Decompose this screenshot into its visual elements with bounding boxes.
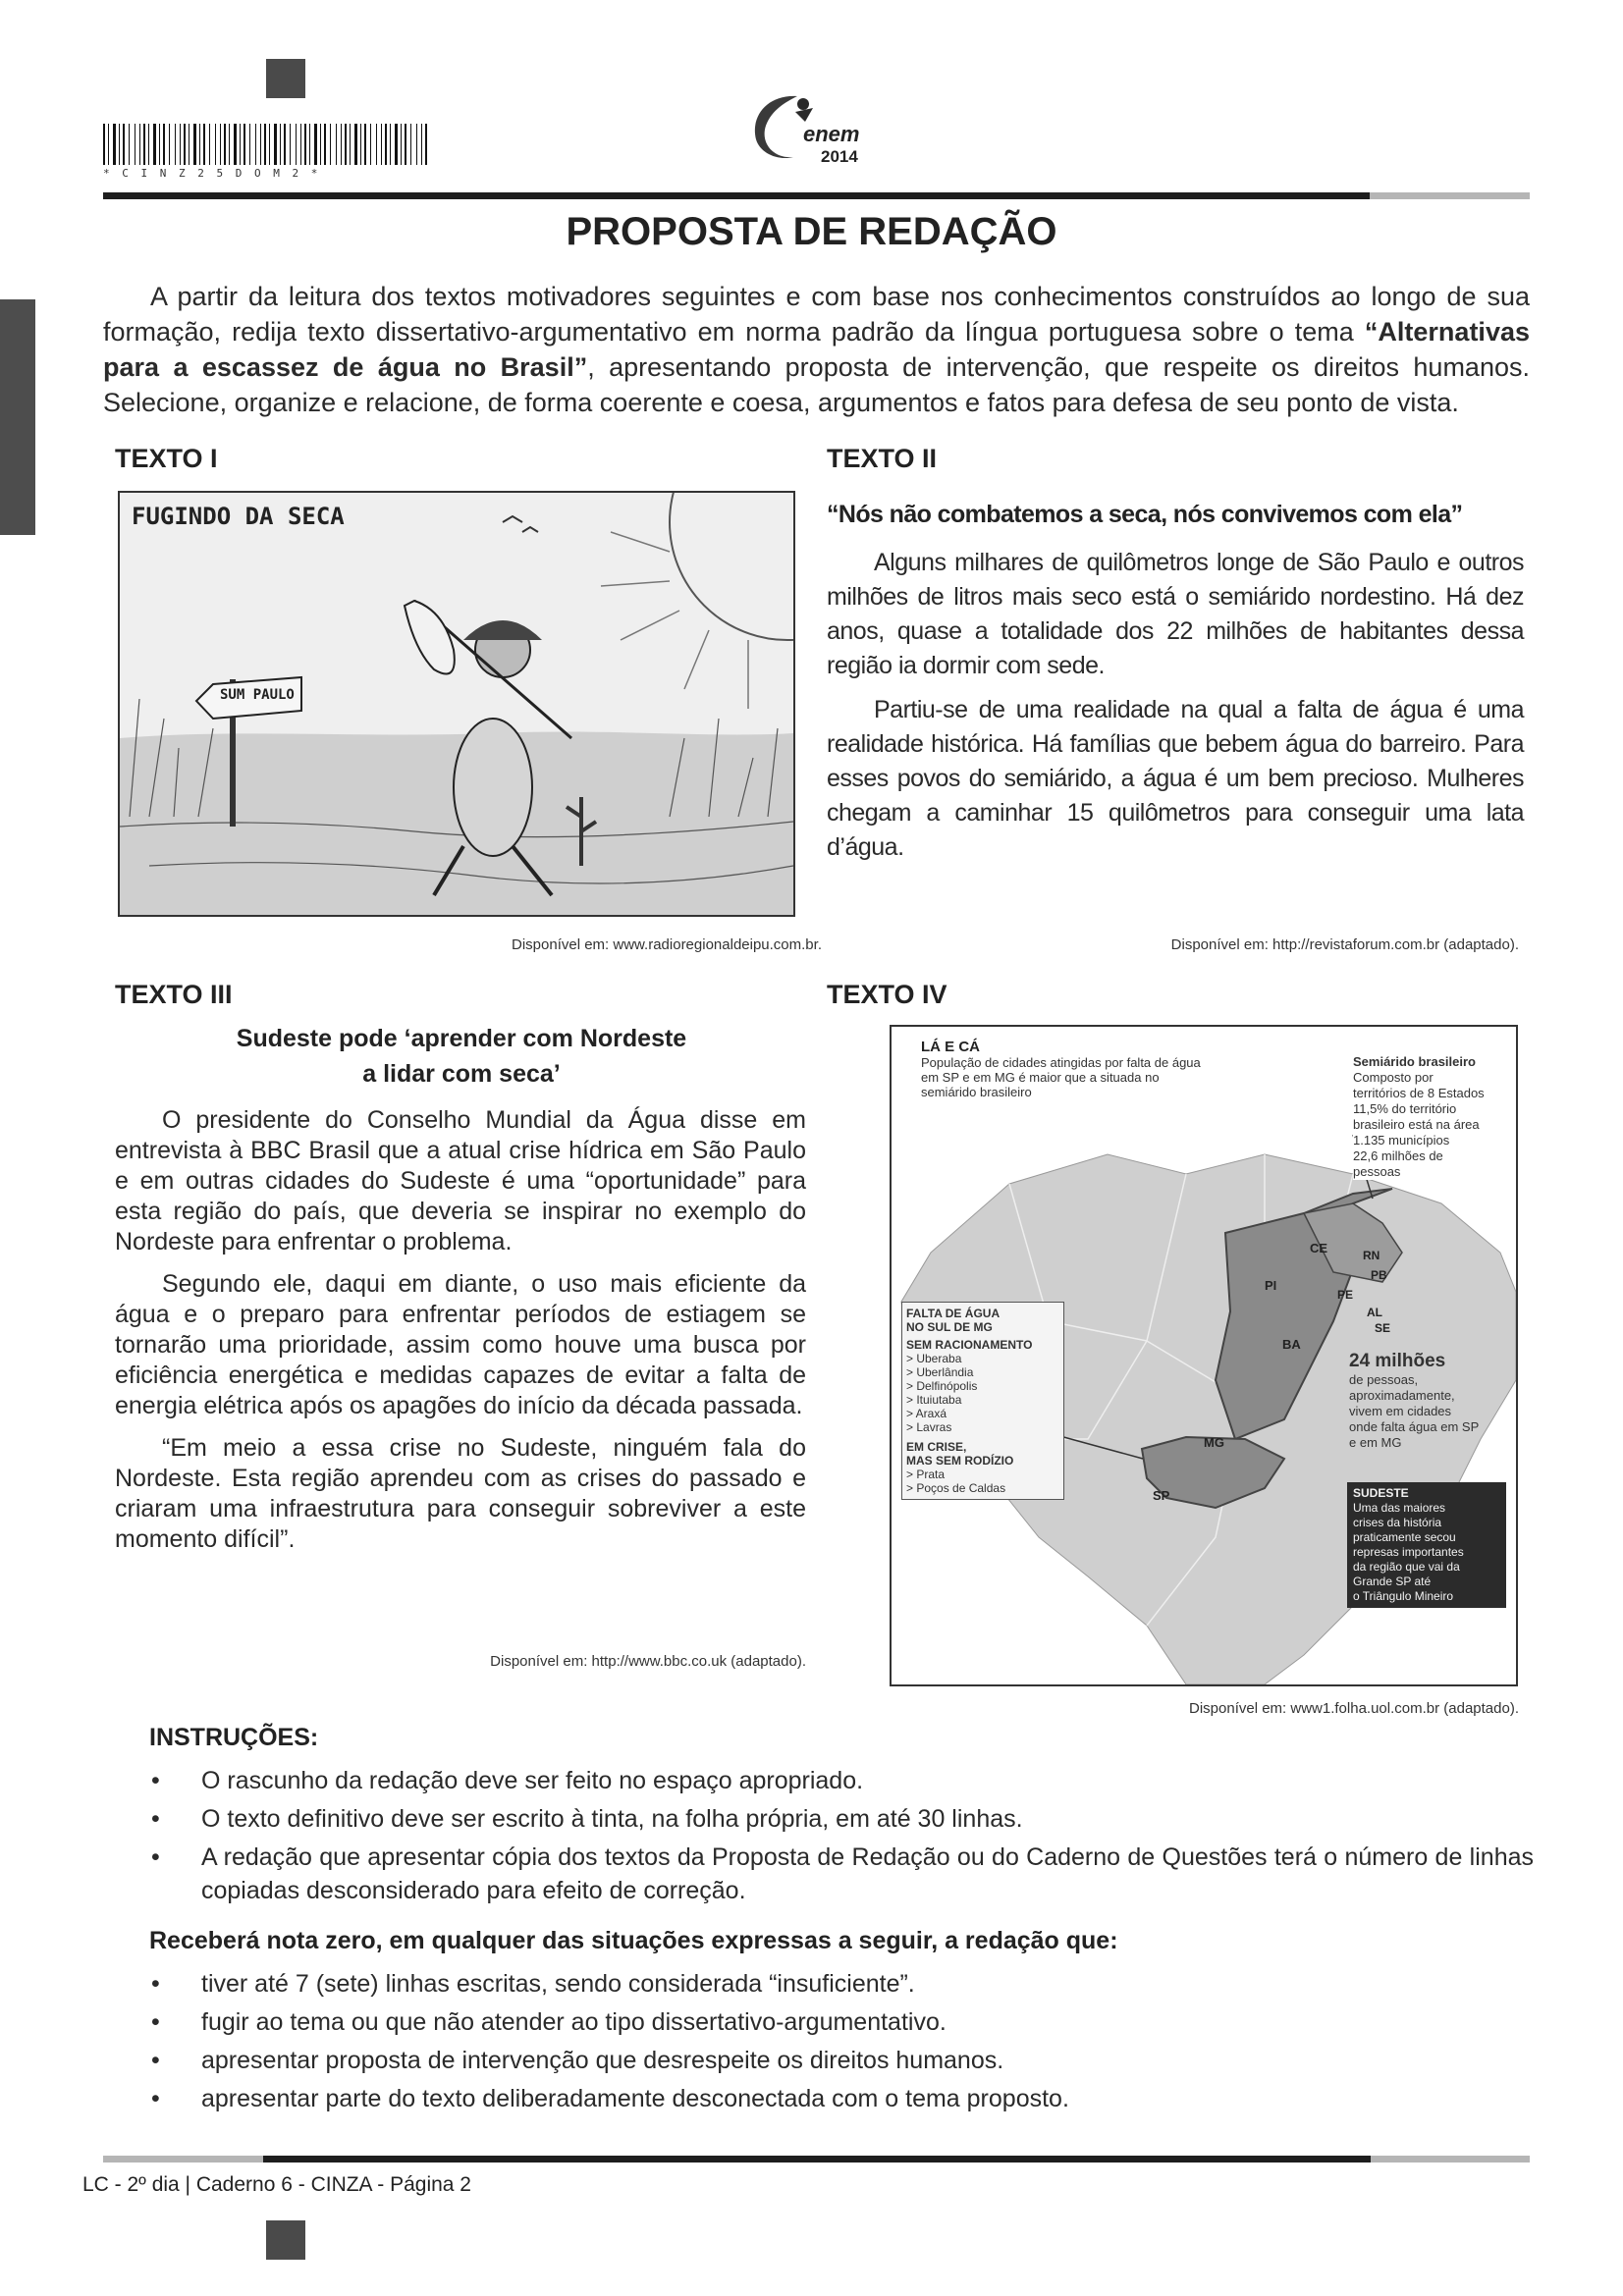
state-mg: MG: [1204, 1435, 1224, 1450]
barcode-bar: [364, 124, 366, 165]
texto2-heading: TEXTO II: [827, 444, 938, 473]
sem-item: > Lavras: [906, 1420, 952, 1434]
zero-text: tiver até 7 (sete) linhas escritas, sendo considerada “insuficiente”.: [201, 1970, 915, 1998]
barcode-bar: [274, 124, 277, 165]
barcode-bar: [425, 124, 427, 165]
barcode-bar: [385, 124, 387, 165]
falta-box: [901, 1302, 1064, 1500]
texto3-body: [115, 1105, 806, 1555]
milhoes-l4: onde falta água em SP: [1349, 1419, 1480, 1434]
barcode-bar: [416, 124, 417, 165]
barcode-bar: [290, 124, 291, 165]
barcode-bar: [309, 124, 310, 165]
sudeste-l3: praticamente secou: [1353, 1530, 1456, 1544]
milhoes-l3: vivem em cidades: [1349, 1404, 1452, 1418]
barcode: [103, 124, 429, 165]
bullet-dot: •: [151, 2008, 160, 2036]
barcode-bar: [180, 124, 181, 165]
barcode-bar: [255, 124, 256, 165]
intro-part2: , apresentando proposta de intervenção, que respeite os direitos humanos. Selecione, organize e relacione, de forma coerente e coesa, argumentos e fatos para defesa de seu ponto de vista.: [103, 352, 1530, 417]
enem-logo: [738, 79, 876, 169]
semiarido-l1: Composto por: [1353, 1070, 1434, 1085]
texto3-p1: O presidente do Conselho Mundial da Água disse em entrevista à BBC Brasil que a atual crise hídrica em São Paulo e em outras cidades do Sudeste é uma “oportunidade” para esta região do país, que deveria se inspirar no exemplo do Nordeste para enfrentar o problema.: [115, 1106, 806, 1255]
logo-year: 2014: [821, 147, 858, 166]
barcode-bar: [108, 124, 109, 165]
barcode-bar: [169, 124, 170, 165]
instrucao-item: [149, 1764, 1534, 1797]
cartoon-drawing: [120, 493, 793, 915]
texto3-title-line2: a lidar com seca’: [362, 1060, 561, 1088]
instrucoes-section: [149, 1724, 1534, 2120]
texto2-title: “Nós não combatemos a seca, nós convivemos com ela”: [827, 501, 1463, 528]
barcode-bar: [405, 124, 406, 165]
barcode-bar: [401, 124, 402, 165]
sem-item: > Delfinópolis: [906, 1379, 978, 1393]
barcode-bar: [240, 124, 241, 165]
barcode-bar: [260, 124, 261, 165]
zero-text: apresentar parte do texto deliberadamente desconectada com o tema proposto.: [201, 2085, 1069, 2112]
barcode-bar: [234, 124, 237, 165]
sudeste-l4: represas importantes: [1353, 1545, 1464, 1559]
barcode-bar: [421, 124, 422, 165]
bullet-dot: •: [151, 1805, 160, 1833]
zero-text: apresentar proposta de intervenção que desrespeite os direitos humanos.: [201, 2047, 1004, 2074]
barcode-bar: [376, 124, 377, 165]
side-tab: [0, 299, 35, 535]
barcode-bar: [175, 124, 176, 165]
barcode-bar: [345, 124, 347, 165]
semiarido-l7: pessoas: [1353, 1164, 1401, 1179]
texto2-p2: Partiu-se de uma realidade na qual a falta de água é uma realidade histórica. Há famílias que bebem água do barreiro. Para esses povos do semiárido, a água é um bem precioso. Mulheres chegam a caminhar 15 quilômetros para conseguir uma lata d’água.: [827, 696, 1524, 861]
sem-item: > Uberaba: [906, 1352, 962, 1365]
zero-heading: Receberá nota zero, em qualquer das situações expressas a seguir, a redação que:: [149, 1927, 1118, 1954]
barcode-bar: [129, 124, 130, 165]
cartoon-sign: SUM PAULO: [220, 687, 295, 703]
intro-paragraph: [103, 279, 1530, 420]
zero-item: [149, 2044, 1534, 2077]
sem-item: > Ituiutaba: [906, 1393, 962, 1407]
barcode-bar: [159, 124, 160, 165]
barcode-bar: [304, 124, 306, 165]
texto1-heading: TEXTO I: [115, 444, 218, 473]
page-title: PROPOSTA DE REDAÇÃO: [566, 210, 1057, 253]
crise-item: > Prata: [906, 1468, 946, 1481]
instrucao-text: O rascunho da redação deve ser feito no espaço apropriado.: [201, 1767, 864, 1794]
barcode-bar: [224, 124, 226, 165]
semiarido-box: [1353, 1054, 1500, 1180]
barcode-bar: [220, 124, 221, 165]
barcode-bar: [370, 124, 371, 165]
semiarido-l6: 22,6 milhões de: [1353, 1148, 1443, 1163]
barcode-bar: [119, 124, 120, 165]
barcode-bar: [395, 124, 398, 165]
zero-item: [149, 2082, 1534, 2115]
texto3-source: Disponível em: http://www.bbc.co.uk (adaptado).: [490, 1653, 806, 1670]
barcode-text: * C I N Z 2 5 D O M 2 *: [103, 167, 321, 180]
barcode-bar: [153, 124, 156, 165]
logo-text: enem: [803, 122, 860, 146]
footer-rule-dark: [263, 2156, 1371, 2163]
state-se: SE: [1375, 1321, 1391, 1335]
map-title: LÁ E CÁ: [921, 1039, 980, 1055]
sudeste-box: [1347, 1482, 1506, 1608]
sem-item: > Araxá: [906, 1407, 947, 1420]
bullet-dot: •: [151, 1843, 160, 1871]
sudeste-l6: Grande SP até: [1353, 1575, 1432, 1588]
zero-item: [149, 1967, 1534, 2001]
barcode-bar: [410, 124, 411, 165]
bullet-dot: •: [151, 1970, 160, 1998]
state-sp: SP: [1153, 1488, 1170, 1503]
texto3-title-line1: Sudeste pode ‘aprender com Nordeste: [236, 1025, 687, 1052]
falta-title-1: FALTA DE ÁGUA: [906, 1307, 1001, 1320]
state-ce: CE: [1310, 1241, 1328, 1255]
barcode-bar: [113, 124, 116, 165]
instrucao-item: [149, 1802, 1534, 1836]
barcode-bar: [330, 124, 331, 165]
barcode-bar: [139, 124, 140, 165]
corner-marker-bottom: [266, 2220, 305, 2260]
milhoes-l5: e em MG: [1349, 1435, 1402, 1450]
instrucao-item: [149, 1841, 1534, 1907]
barcode-bar: [243, 124, 245, 165]
barcode-bar: [163, 124, 165, 165]
texto3-title: [115, 1021, 808, 1092]
texto2-source: Disponível em: http://revistaforum.com.br (adaptado).: [1170, 936, 1519, 953]
intro-part1: A partir da leitura dos textos motivadores seguintes e com base nos conhecimentos construídos ao longo de sua formação, redija texto dissertativo-argumentativo em norma padrão da língua portuguesa sobre o tema: [103, 282, 1530, 347]
state-ba: BA: [1282, 1337, 1301, 1352]
barcode-bar: [193, 124, 196, 165]
barcode-bar: [320, 124, 321, 165]
barcode-bar: [296, 124, 297, 165]
milhoes-l2: aproximadamente,: [1349, 1388, 1455, 1403]
barcode-bar: [264, 124, 266, 165]
barcode-bar: [229, 124, 230, 165]
barcode-bar: [300, 124, 301, 165]
barcode-bar: [103, 124, 105, 165]
barcode-bar: [284, 124, 286, 165]
texto3-heading: TEXTO III: [115, 980, 233, 1009]
sudeste-l5: da região que vai da: [1353, 1560, 1460, 1574]
texto3-p3: “Em meio a essa crise no Sudeste, ninguém fala do Nordeste. Esta região aprendeu com as crises do passado e criaram uma infraestrutura para conseguir sobreviver a este momento difícil”.: [115, 1434, 806, 1553]
intro-theme: “Alternativas para a escassez de água no Brasil”: [103, 317, 1530, 382]
milhoes-l1: de pessoas,: [1349, 1372, 1419, 1387]
instrucao-text: O texto definitivo deve ser escrito à tinta, na folha própria, em até 30 linhas.: [201, 1805, 1023, 1833]
map-subtitle: População de cidades atingidas por falta de água em SP e em MG é maior que a situada no semiárido brasileiro: [921, 1055, 1201, 1099]
semiarido-l3: 11,5% do território: [1353, 1101, 1457, 1116]
texto3-p2: Segundo ele, daqui em diante, o uso mais eficiente da água e o preparo para enfrentar períodos de estiagem se tornarão uma prioridade, assim como houve uma busca por eficiência energética e medidas capazes de evitar a falta de energia elétrica após os apagões do início da década passada.: [115, 1270, 806, 1419]
zero-text: fugir ao tema ou que não atender ao tipo dissertativo-argumentativo.: [201, 2008, 947, 2036]
crise-item: > Poços de Caldas: [906, 1481, 1006, 1495]
bullet-dot: •: [151, 2047, 160, 2074]
texto1-source: Disponível em: www.radioregionaldeipu.com.br.: [512, 936, 822, 953]
footer-text: LC - 2º dia | Caderno 6 - CINZA - Página 2: [82, 2173, 471, 2196]
barcode-bar: [209, 124, 210, 165]
barcode-bar: [324, 124, 326, 165]
semiarido-l2: territórios de 8 Estados: [1353, 1086, 1485, 1100]
barcode-bar: [390, 124, 391, 165]
texto4-heading: TEXTO IV: [827, 980, 947, 1009]
barcode-bar: [360, 124, 361, 165]
crise-title-1: EM CRISE,: [906, 1440, 967, 1454]
barcode-bar: [199, 124, 200, 165]
texto2-p1: Alguns milhares de quilômetros longe de São Paulo e outros milhões de litros mais seco está o semiárido nordestino. Há dez anos, quase a totalidade dos 22 milhões de habitantes dessa região ia dormir com sede.: [827, 549, 1524, 679]
sudeste-l7: o Triângulo Mineiro: [1353, 1589, 1454, 1603]
header-rule-dark: [103, 192, 1370, 199]
sem-item: > Uberlândia: [906, 1365, 974, 1379]
semiarido-title: Semiárido brasileiro: [1353, 1054, 1476, 1069]
instrucoes-heading: INSTRUÇÕES:: [149, 1724, 319, 1751]
barcode-bar: [249, 124, 250, 165]
milhoes-box: [1349, 1351, 1510, 1451]
sudeste-l2: crises da história: [1353, 1516, 1442, 1529]
barcode-bar: [143, 124, 145, 165]
milhoes-big: 24 milhões: [1349, 1351, 1446, 1371]
barcode-bar: [123, 124, 125, 165]
zero-item: [149, 2005, 1534, 2039]
state-pe: PE: [1337, 1288, 1354, 1302]
barcode-bar: [381, 124, 382, 165]
barcode-bar: [280, 124, 281, 165]
state-pb: PB: [1371, 1268, 1387, 1282]
barcode-bar: [341, 124, 342, 165]
barcode-bar: [269, 124, 270, 165]
texto4-source: Disponível em: www1.folha.uol.com.br (adaptado).: [1189, 1700, 1519, 1717]
semiarido-l4: brasileiro está na área: [1353, 1117, 1480, 1132]
barcode-bar: [215, 124, 216, 165]
sudeste-title: SUDESTE: [1353, 1486, 1409, 1500]
barcode-bar: [314, 124, 317, 165]
state-pi: PI: [1265, 1278, 1277, 1293]
barcode-bar: [184, 124, 186, 165]
barcode-bar: [350, 124, 351, 165]
semiarido-l5: 1.135 municípios: [1353, 1133, 1450, 1148]
barcode-bar: [203, 124, 205, 165]
texto1-cartoon: [118, 491, 795, 917]
sudeste-l1: Uma das maiores: [1353, 1501, 1446, 1515]
cartoon-title: FUGINDO DA SECA: [132, 503, 345, 530]
texto2-body: [827, 546, 1524, 865]
barcode-bar: [148, 124, 149, 165]
bullet-dot: •: [151, 2085, 160, 2112]
state-rn: RN: [1363, 1249, 1380, 1262]
state-al: AL: [1367, 1306, 1382, 1319]
falta-title-2: NO SUL DE MG: [906, 1320, 993, 1334]
crise-title-2: MAS SEM RODÍZIO: [906, 1454, 1014, 1468]
bullet-dot: •: [151, 1767, 160, 1794]
texto4-map-frame: [890, 1025, 1518, 1686]
corner-marker-top: [266, 59, 305, 98]
sem-racionamento: SEM RACIONAMENTO: [906, 1338, 1033, 1352]
instrucao-text: A redação que apresentar cópia dos textos da Proposta de Redação ou do Caderno de Questões terá o número de linhas copiadas desconsiderado para efeito de correção.: [201, 1843, 1534, 1904]
barcode-bar: [336, 124, 337, 165]
barcode-bar: [354, 124, 357, 165]
